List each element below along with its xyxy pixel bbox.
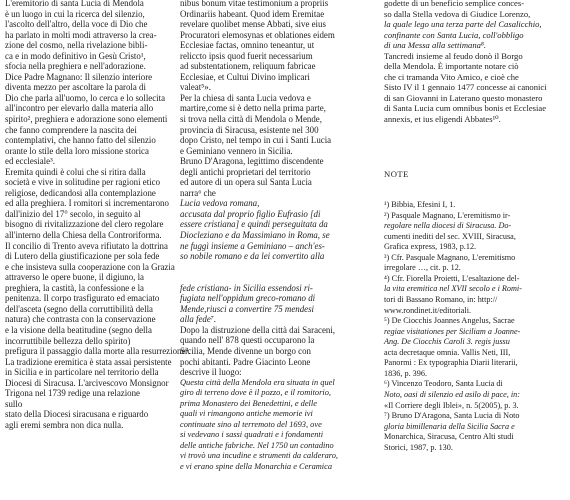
italic-line: Mende,riusci a convertire 75 mendesi xyxy=(180,303,314,314)
text-line: ed autore di un opera sul Santa Lucia xyxy=(180,177,312,188)
footnote-line: ⁶) Vincenzo Teodoro, Santa Lucia di xyxy=(384,379,503,389)
italic-line: fede cristiana- in Sicilia essendosi ri- xyxy=(180,282,313,293)
text-line: che ci tramanda Vito Amico, e cioè che xyxy=(384,71,519,82)
text-line: Bruno D'Aragona, legittimo discendente xyxy=(180,156,324,167)
text-line: all'incontro per elevarlo dalla materia allo xyxy=(5,103,154,114)
text-line: incorruttibile bellezza dello spirito) xyxy=(5,335,131,346)
italic-line: alla fede⁷. xyxy=(180,314,217,325)
text-line: Per la chiesa di santa Lucia vedova e xyxy=(180,92,311,103)
column-gap xyxy=(180,262,375,283)
text-line: degli antichi proprietari del territorio xyxy=(180,166,311,177)
text-line: si trova nella città di Mendola o Mende, xyxy=(180,114,322,125)
text-line: Eremita quindi è colui che si ritira dalla xyxy=(5,166,146,177)
text-line: Diocesi di Siracusa. L'arcivescovo Monsignor xyxy=(5,377,169,388)
italic-line: Questa città della Mendola era situata in quel xyxy=(180,377,335,387)
text-line: ca e in modo definitivo in Gesù Cristo¹, xyxy=(5,50,146,61)
footnote-line: «Il Corriere degli Iblei», n. 5(2005), p. 3. xyxy=(384,400,519,410)
text-line: revelare quolibet mense Abbati, sive eius xyxy=(180,19,326,30)
footnote-line: ⁵) De Ciocchis Joannes Angelus, Sacrae xyxy=(384,316,515,326)
text-line: della Mendola. È importante notare ciò xyxy=(384,61,519,72)
italic-line: la quale lego una terza parte del Casalicchio, xyxy=(384,19,542,30)
footnote-line: www.rondinet.it/editoriali. xyxy=(384,305,472,315)
footnote-line: ³) Cfr. Pasquale Magnano, L'eremitismo xyxy=(384,252,516,262)
column-left xyxy=(5,0,191,430)
footnote-line: tori di Bassano Romano, in: http:// xyxy=(384,295,498,305)
text-line: ed alla preghiera. I romitori si incrementarono xyxy=(5,198,169,209)
footnote-line: regiae visitationes per Siciliam a Joanne- xyxy=(384,326,521,336)
text-line: annexis, et ius eligendi Abbates¹⁰. xyxy=(384,114,501,125)
notes-heading: NOTE xyxy=(384,168,409,179)
italic-line: ne fuggì insieme a Geminiano – anch'es- xyxy=(180,240,325,251)
italic-line: giro di terreno dove è il pozzo, e il romitorio, xyxy=(180,388,331,398)
text-line: che fanno comprendere la nascita dei xyxy=(5,124,137,135)
text-line: penitenza. Il corpo trasfigurato ed emaciato xyxy=(5,293,160,304)
footnote-line: Ang. De Ciocchis Caroli 3. regis jussu xyxy=(384,337,510,347)
text-line: L'eremitorio di santa Lucia di Mendola xyxy=(5,0,144,8)
italic-line: Diocleziano e da Massimiano in Roma, se xyxy=(180,230,330,241)
text-line: Ordinariis habeant. Quod idem Eremitae xyxy=(180,8,325,19)
italic-line: fugiata nell'oppidum greco-romano di xyxy=(180,293,316,304)
footnote-line: cumenti inediti del sec. XVIII, Siracusa, xyxy=(384,231,516,241)
text-line: Ecclesiae factas, omnino teneantur, ut xyxy=(180,40,315,51)
footnote-line: Panormi : Ex typographia Diarii literarii, xyxy=(384,358,518,368)
text-line: Dice Padre Magnano: Il silenzio interiore xyxy=(5,71,153,82)
footnote-line: ¹) Bibbia, Efesini I, 1. xyxy=(384,200,456,210)
text-line: dall'inizio del 17° secolo, in seguito al xyxy=(5,208,141,219)
text-line: è un luogo in cui la ricerca del silenzio, xyxy=(5,8,145,19)
text-line: Tancredi insieme al feudo donò il Borgo xyxy=(384,50,523,61)
text-line: dell'asceta (segno della corruttibilità della xyxy=(5,303,153,314)
text-line: stato della Diocesi siracusana e riguardo xyxy=(5,409,149,420)
column-gap xyxy=(384,146,565,167)
italic-line: e vi erano spine della Monarchia e Ceramica xyxy=(180,461,333,471)
text-line: di Santa Lucia cum omnibus bonis et Ecclesiae xyxy=(384,103,547,114)
italic-line: delle antiche fabriche. Nel 1750 un contadino xyxy=(180,440,334,450)
text-line: dopo Cristo, nel tempo in cui i Santi Lucia xyxy=(180,135,332,146)
text-line: spirito², preghiera e adorazione sono elementi xyxy=(5,114,168,125)
footnote-line: Grafica express, 1983, p.12. xyxy=(384,242,477,252)
italic-line: prima Monastero dei Benedettini, e delle xyxy=(180,398,317,408)
text-line: ad substentationem, reliquum fabricae xyxy=(180,61,316,72)
text-line: Procuratori elemosynas et oblationes eidem xyxy=(180,29,335,40)
italic-line: vi trovò una incudine e strumenti da calderaro, xyxy=(180,451,339,461)
text-line: di san Giovanni in Laterano questo monastero xyxy=(384,92,543,103)
text-line: prefigura il passaggio dalla morte alla resurrezione⁴. xyxy=(5,346,191,357)
text-line: narra⁶ che xyxy=(180,187,216,198)
text-line: e Geminiano vennero in Sicilia. xyxy=(180,145,293,156)
text-line: e la visione della beatitudine (segno della xyxy=(5,324,152,335)
footnote-line: ⁷) Bruno D'Aragona, Santa Lucia di Noto xyxy=(384,411,520,421)
italic-line: accusata dal proprio figlio Eufrasio [di xyxy=(180,208,321,219)
italic-line: continuate sino al terremoto del 1693, ove xyxy=(180,419,322,429)
column-gap xyxy=(384,125,565,146)
text-line: nibus bonum vitae testimonium a propriis xyxy=(180,0,329,8)
italic-line: essere cristiana] e quindi perseguitata da xyxy=(180,219,328,230)
footnotes xyxy=(384,200,565,453)
text-line: bisogno di rivitalizzazione del clero regolare xyxy=(5,219,164,230)
italic-line: Lucia vedova romana, xyxy=(180,198,260,209)
italic-line: so nobile romano e da lei convertito alla xyxy=(180,251,325,262)
text-line: so dalla Stella vedova di Giudice Lorenzo, xyxy=(384,8,531,19)
text-line: quando nell' 878 questi occuparono la xyxy=(180,335,315,346)
text-line: e che insisteva sulla cooperazione con la Grazia xyxy=(5,261,175,272)
text-line: Sisto IV il 1 gennaio 1477 concesse ai canonici xyxy=(384,82,547,93)
text-line: Dopo la distruzione della città dai Saraceni, xyxy=(180,324,336,335)
text-line: di Lutero della giustificazione per sola fede xyxy=(5,251,160,262)
text-line: società e vive in solitudine per ragioni etico xyxy=(5,177,161,188)
text-line: Ecclesiae, et Cultui Divino implicari xyxy=(180,71,310,82)
footnote-line: regolare nella diocesi di Siracusa. Do- xyxy=(384,221,512,231)
text-line: godette di un beneficio semplice conces- xyxy=(384,0,525,8)
text-line: attraverso le opere buone, il digiuno, la xyxy=(5,272,144,283)
footnote-line: 1836, p. 396. xyxy=(384,368,427,378)
text-line: l'ascolto dell'altro, della voce di Dio che xyxy=(5,19,148,30)
text-line: martire,come si è detto nella prima parte, xyxy=(180,103,326,114)
footnote-line: Monarchica, Siracusa, Centro Alti studi xyxy=(384,432,514,442)
text-line: ed ecclesiale³. xyxy=(5,156,55,167)
footnote-line: irregolare …, cit. p. 12. xyxy=(384,263,461,273)
footnote-line: acta decretaque omnia. Vallis Neti, III, xyxy=(384,347,511,357)
text-line: valeat⁵». xyxy=(180,82,211,93)
text-line: contemplativi, che hanno fatto del silenzio xyxy=(5,135,156,146)
text-line: Il concilio di Trento aveva rifiutato la dottrina xyxy=(5,240,168,251)
text-line: orante lo stile della loro missione storica xyxy=(5,145,149,156)
italic-line: di una Messa alla settimana⁸. xyxy=(384,40,487,51)
italic-line: quali vi rimangono antiche memorie ivi xyxy=(180,409,313,419)
column-right xyxy=(384,0,565,453)
text-line: all'interno della Chiesa della Controriforma. xyxy=(5,230,162,241)
text-line: Trigona nel 1739 redige una relazione xyxy=(5,388,140,399)
text-line: sfocia nella preghiera e nell'adorazione. xyxy=(5,61,146,72)
italic-line: si vedevano i sassi quadrati e i fondamenti xyxy=(180,430,324,440)
text-line: reliccto ipsis quod fuerit necessarium xyxy=(180,50,313,61)
text-line: in Sicilia e in particolare nel territorio della xyxy=(5,367,159,378)
text-line: ha parlato in molti modi attraverso la crea- xyxy=(5,29,157,40)
column-gap xyxy=(384,179,565,200)
footnote-line: Noto, oasi di silenzio ed asilo di pace, in: xyxy=(384,389,520,399)
text-line: zione del cosmo, nella rivelazione bibli- xyxy=(5,40,148,51)
footnote-line: ⁴) Cfr. Fiorella Proietti, L'esaltazione del- xyxy=(384,273,520,283)
text-line: natura) che contrasta con la conservazione xyxy=(5,314,156,325)
footnote-line: la vita eremitica nel XVII secolo e i Romi- xyxy=(384,284,522,294)
text-line: descrive il luogo: xyxy=(180,367,242,378)
text-line: provincia di Siracusa, esistente nel 300 xyxy=(180,124,319,135)
italic-line: confinante con Santa Lucia, coll'obbligo xyxy=(384,29,524,40)
footnote-line: Storici, 1987, p. 130. xyxy=(384,442,453,452)
text-line: pochi abitanti. Padre Giacinto Leone xyxy=(180,356,311,367)
text-line: agli eremi sembra non dica nulla. xyxy=(5,419,124,430)
column-middle xyxy=(180,0,375,473)
text-line: religiose, dedicandosi alla contemplazione xyxy=(5,187,156,198)
text-line: sullo xyxy=(5,398,23,409)
footnote-line: gloria bimillenaria della Sicilia Sacra e xyxy=(384,421,515,431)
text-line: Dio che parla all'uomo, lo cerca e lo sollecita xyxy=(5,92,166,103)
text-line: diventa mezzo per ascoltare la parola di xyxy=(5,82,146,93)
footnote-line: ²) Pasquale Magnano, L'eremitismo ir- xyxy=(384,210,511,220)
text-line: preghiera, la castità, la confessione e la xyxy=(5,282,144,293)
text-line: Sicilia, Mende divenne un borgo con xyxy=(180,345,311,356)
text-line: La tradizione eremitica è stata assai persistente xyxy=(5,356,172,367)
